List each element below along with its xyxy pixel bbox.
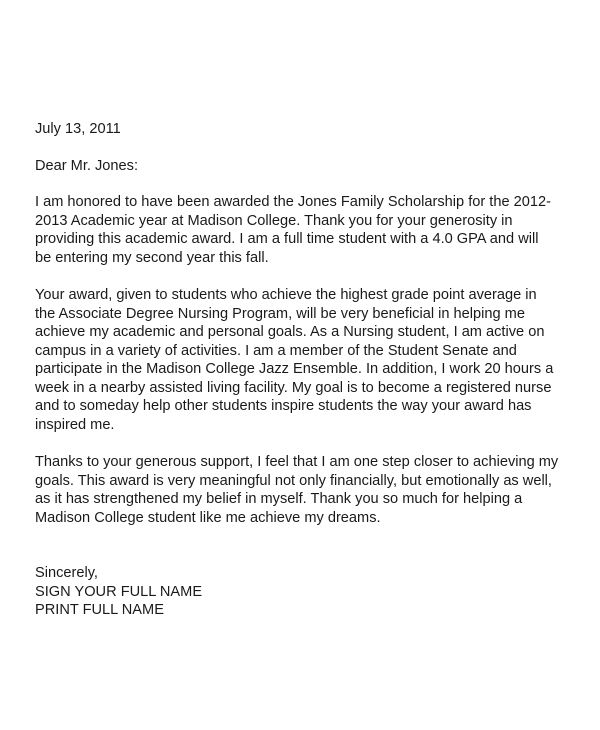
paragraph-line: be entering my second year this fall. [35,249,269,266]
paragraph-line: Your award, given to students who achieve the highest grade point average in [35,287,537,303]
paragraph-line: achieve my academic and personal goals. As a Nursing student, I am active on [35,324,545,340]
signature-line: SIGN YOUR FULL NAME [35,583,203,600]
paragraph-line: as it has strengthened my belief in myself. Thank you so much for helping a [35,491,523,507]
paragraph-line: the Associate Degree Nursing Program, will be very beneficial in helping me [35,305,525,322]
paragraph-line: Madison College student like me achieve my dreams. [35,509,381,526]
paragraph-line: goals. This award is very meaningful not only financially, but emotionally as well, [35,472,552,489]
paragraph-line: participate in the Madison College Jazz Ensemble. In addition, I work 20 hours a [35,361,554,377]
printed-name-line: PRINT FULL NAME [35,602,164,618]
closing-text: Sincerely, [35,565,98,581]
paragraph-line: providing this academic award. I am a full time student with a 4.0 GPA and will [35,231,539,247]
paragraph-line: Thanks to your generous support, I feel that I am one step closer to achieving my [35,454,559,470]
letter-date: July 13, 2011 [35,121,121,137]
paragraph-line: I am honored to have been awarded the Jones Family Scholarship for the 2012- [35,194,551,210]
paragraph-line: 2013 Academic year at Madison College. Thank you for your generosity in [35,212,513,229]
paragraph-line: campus in a variety of activities. I am a member of the Student Senate and [35,342,517,359]
paragraph-2 [35,286,575,434]
paragraph-1 [35,193,575,267]
paragraph-line: inspired me. [35,416,115,433]
paragraph-3 [35,453,575,527]
paragraph-line: week in a nearby assisted living facility. My goal is to become a registered nurse [35,379,552,396]
paragraph-line: and to someday help other students inspire students the way your award has [35,398,532,414]
closing-block [35,564,575,620]
letter-salutation: Dear Mr. Jones: [35,157,139,174]
letter-body [35,120,575,620]
